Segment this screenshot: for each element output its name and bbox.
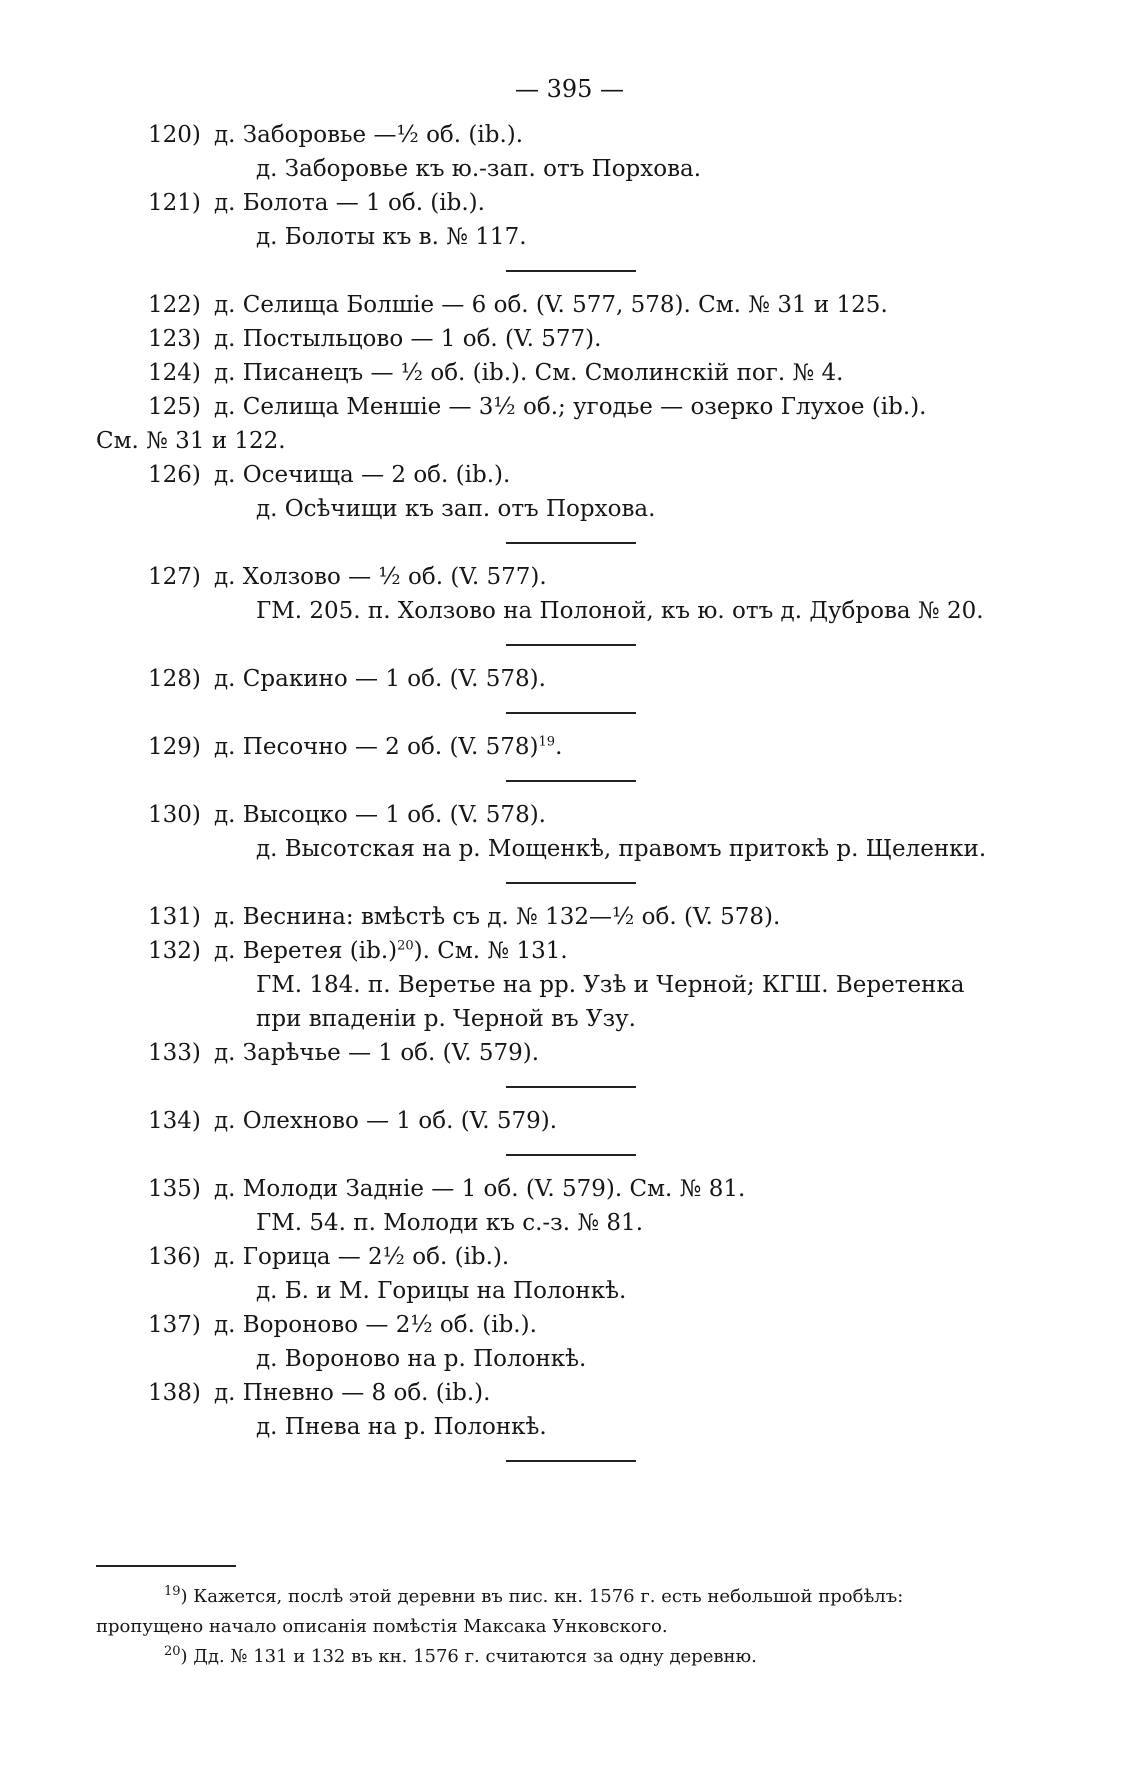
separator-rule	[96, 1138, 1060, 1172]
entry-120-note	[96, 152, 1060, 186]
entry-number: 126)	[148, 462, 201, 488]
entry-heading: д. Постыльцово — 1 об. (V. 577).	[214, 326, 602, 352]
entry-heading: д. Зарѣчье — 1 об. (V. 579).	[214, 1040, 540, 1066]
entry-note: д. Заборовье къ ю.-зап. отъ Порхова.	[256, 156, 702, 182]
separator-rule	[96, 866, 1060, 900]
entry-number: 127)	[148, 564, 201, 590]
entry-number: 122)	[148, 292, 201, 318]
entry-123	[96, 322, 1060, 356]
entry-135-note	[96, 1206, 1060, 1240]
entry-138-note	[96, 1410, 1060, 1444]
entry-124	[96, 356, 1060, 390]
entry-number: 125)	[148, 394, 201, 420]
entry-136-note	[96, 1274, 1060, 1308]
entry-number: 124)	[148, 360, 201, 386]
entry-129	[96, 730, 1060, 764]
entry-note: ГМ. 54. п. Молоди къ с.-з. № 81.	[256, 1210, 644, 1236]
entry-number: 138)	[148, 1380, 201, 1406]
entry-heading: д. Холзово — ½ об. (V. 577).	[214, 564, 547, 590]
separator-rule	[96, 696, 1060, 730]
entry-132-note2	[96, 1002, 1060, 1036]
entry-note: д. Высотская на р. Мощенкѣ, правомъ притокѣ р. Щеленки.	[256, 836, 987, 862]
entry-number: 123)	[148, 326, 201, 352]
footnote-20	[96, 1642, 1060, 1672]
entry-note: д. Болоты къ в. № 117.	[256, 224, 527, 250]
footnote-ref: 19	[538, 734, 556, 750]
entry-131	[96, 900, 1060, 934]
entry-note: при впаденіи р. Черной въ Узу.	[256, 1006, 636, 1032]
entry-number: 120)	[148, 122, 201, 148]
entry-number: 134)	[148, 1108, 201, 1134]
footnote-19	[96, 1582, 1060, 1612]
entry-125	[96, 390, 1060, 424]
footnote-ref: 20	[397, 938, 414, 954]
footnote-text: ) Дд. № 131 и 132 въ кн. 1576 г. считаются за одну деревню.	[180, 1646, 757, 1667]
entry-132	[96, 934, 1060, 968]
footnote-text: ) Кажется, послѣ этой деревни въ пис. кн. 1576 г. есть небольшой пробѣлъ:	[180, 1586, 904, 1607]
entry-heading: д. Вороново — 2½ об. (ib.).	[214, 1312, 537, 1338]
separator-rule	[96, 1444, 1060, 1478]
entry-121	[96, 186, 1060, 220]
page-number: — 395 —	[514, 75, 625, 103]
entry-heading: д. Осечища — 2 об. (ib.).	[214, 462, 511, 488]
separator-rule	[96, 1070, 1060, 1104]
entry-number: 130)	[148, 802, 201, 828]
entry-number: 132)	[148, 938, 201, 964]
entry-heading: д. Веснина: вмѣстѣ съ д. № 132—½ об. (V. 578).	[214, 904, 781, 930]
entry-continuation: См. № 31 и 122.	[96, 428, 286, 454]
entry-number: 128)	[148, 666, 201, 692]
entry-note: д. Вороново на р. Полонкѣ.	[256, 1346, 587, 1372]
footnote-mark: 20	[164, 1644, 181, 1659]
separator-rule	[96, 254, 1060, 288]
entry-number: 129)	[148, 734, 201, 760]
entry-126	[96, 458, 1060, 492]
entry-heading-group	[214, 934, 568, 968]
entry-126-note	[96, 492, 1060, 526]
entry-note: ГМ. 184. п. Веретье на рр. Узѣ и Черной; КГШ. Веретенка	[256, 972, 965, 998]
entry-130-note	[96, 832, 1060, 866]
entry-132-note	[96, 968, 1060, 1002]
entry-heading: д. Песочно — 2 об. (V. 578)	[214, 734, 539, 760]
entry-125-cont	[96, 424, 1060, 458]
entry-number: 136)	[148, 1244, 201, 1270]
entry-heading: д. Высоцко — 1 об. (V. 578).	[214, 802, 546, 828]
entry-number: 133)	[148, 1040, 201, 1066]
entry-127-note	[96, 594, 1060, 628]
entry-heading: д. Селища Болшіе — 6 об. (V. 577, 578). См. № 31 и 125.	[214, 292, 888, 318]
entry-note: д. Б. и М. Горицы на Полонкѣ.	[256, 1278, 627, 1304]
entry-heading-group	[214, 730, 562, 764]
entry-note: д. Пнева на р. Полонкѣ.	[256, 1414, 547, 1440]
entry-121-note	[96, 220, 1060, 254]
entry-130	[96, 798, 1060, 832]
entry-number: 131)	[148, 904, 201, 930]
entry-heading: д. Горица — 2½ об. (ib.).	[214, 1244, 510, 1270]
entry-127	[96, 560, 1060, 594]
entry-note: д. Осѣчищи къ зап. отъ Порхова.	[256, 496, 656, 522]
entry-number: 135)	[148, 1176, 201, 1202]
entry-list	[96, 118, 1060, 1478]
entry-heading: д. Заборовье —½ об. (ib.).	[214, 122, 524, 148]
footnotes	[96, 1582, 1060, 1672]
entry-120	[96, 118, 1060, 152]
entry-137-note	[96, 1342, 1060, 1376]
footnote-rule	[96, 1565, 236, 1567]
entry-138	[96, 1376, 1060, 1410]
entry-122	[96, 288, 1060, 322]
footnote-mark: 19	[164, 1584, 181, 1599]
separator-rule	[96, 628, 1060, 662]
entry-heading: д. Болота — 1 об. (ib.).	[214, 190, 485, 216]
entry-135	[96, 1172, 1060, 1206]
entry-133	[96, 1036, 1060, 1070]
entry-number: 137)	[148, 1312, 201, 1338]
entry-heading: д. Сракино — 1 об. (V. 578).	[214, 666, 546, 692]
entry-heading: д. Писанецъ — ½ об. (ib.). См. Смолинскій пог. № 4.	[214, 360, 844, 386]
entry-number: 121)	[148, 190, 201, 216]
entry-136	[96, 1240, 1060, 1274]
separator-rule	[96, 764, 1060, 798]
entry-heading: д. Молоди Задніе — 1 об. (V. 579). См. № 81.	[214, 1176, 746, 1202]
separator-rule	[96, 526, 1060, 560]
entry-heading: д. Пневно — 8 об. (ib.).	[214, 1380, 491, 1406]
entry-heading-tail: ). См. № 131.	[413, 938, 568, 964]
entry-heading: д. Селища Меншіе — 3½ об.; угодье — озерко Глухое (ib.).	[214, 394, 927, 420]
footnote-text: пропущено начало описанія помѣстія Максака Унковского.	[96, 1616, 668, 1637]
entry-137	[96, 1308, 1060, 1342]
entry-128	[96, 662, 1060, 696]
entry-134	[96, 1104, 1060, 1138]
entry-note: ГМ. 205. п. Холзово на Полоной, къ ю. отъ д. Дуброва № 20.	[256, 598, 984, 624]
entry-heading-tail: .	[555, 734, 563, 760]
entry-heading: д. Веретея (ib.)	[214, 938, 398, 964]
footnote-19-cont	[96, 1612, 1060, 1642]
entry-heading: д. Олехново — 1 об. (V. 579).	[214, 1108, 558, 1134]
